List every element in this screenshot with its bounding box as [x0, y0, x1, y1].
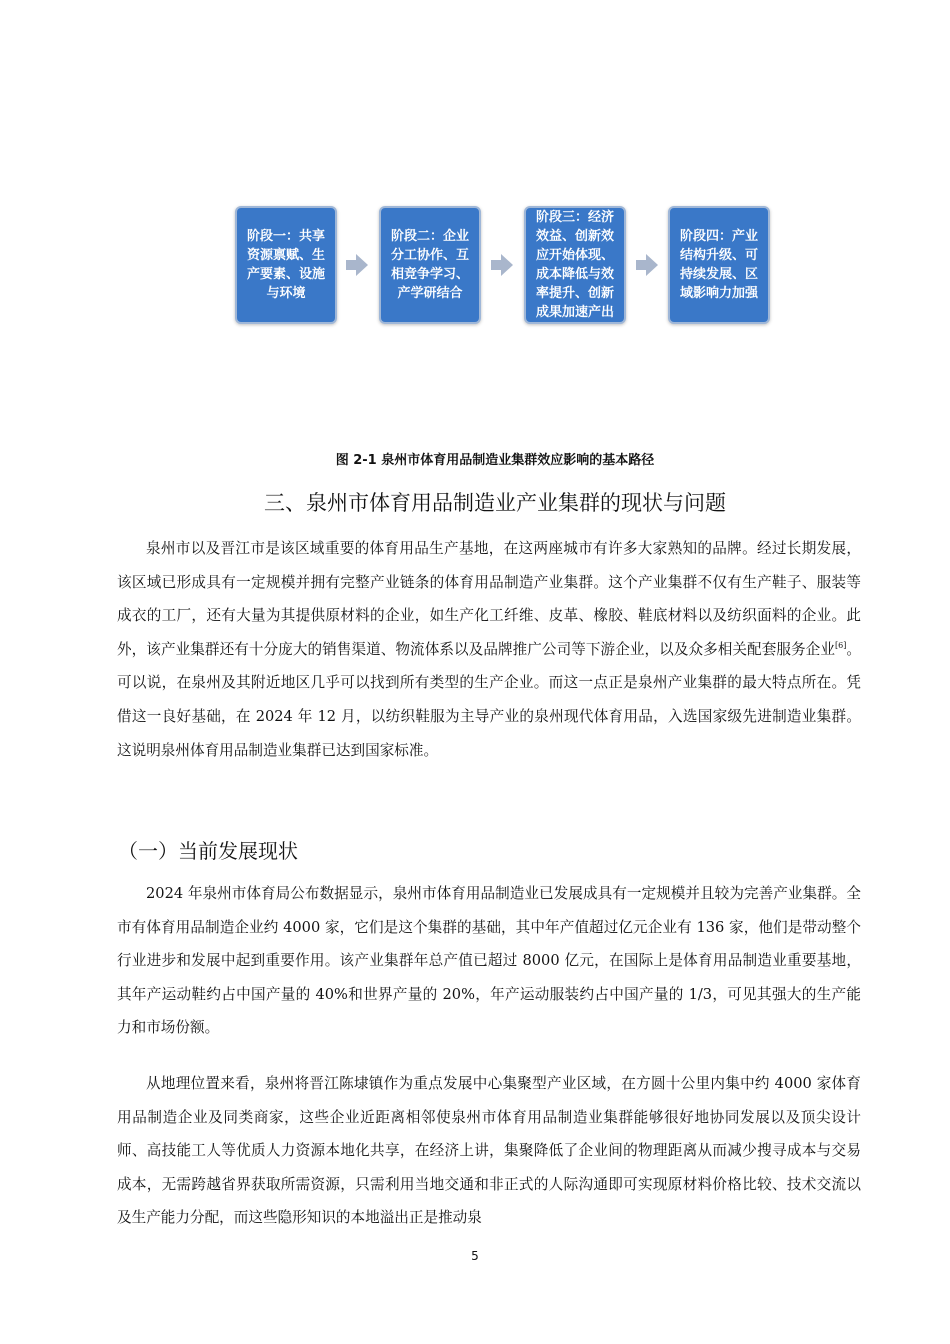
stage-1-box [235, 206, 337, 324]
paragraph-1-text-b: 。可以说，在泉州及其附近地区几乎可以找到所有类型的生产企业。而这一点正是泉州产业集群的最大特点所在。凭借这一良好基础，在 2024 年 12 月，以纺织鞋服为主导产业的泉州现代体育用品，入选国家级先进制造业集群。这说明泉州体育用品制造业集群已达到国家标准。 [117, 640, 861, 759]
section-title: 三、泉州市体育用品制造业产业集群的现状与问题 [264, 491, 726, 515]
page-number: 5 [471, 1249, 479, 1263]
stage-1-text: 阶段一：共享资源禀赋、生产要素、设施与环境 [246, 229, 325, 301]
figure-caption: 图 2-1 泉州市体育用品制造业集群效应影响的基本路径 [335, 453, 655, 468]
stage-3-box [524, 206, 626, 324]
flow-diagram [0, 0, 950, 340]
paragraph-1-text-a: 泉州市以及晋江市是该区域重要的体育用品生产基地，在这两座城市有许多大家熟知的品牌。经过长期发展，该区域已形成具有一定规模并拥有完整产业链条的体育用品制造产业集群。这个产业集群不仅有生产鞋子、服装等成衣的工厂，还有大量为其提供原材料的企业，如生产化工纤维、皮革、橡胶、鞋底材料以及纺织面料的企业。此外，该产业集群还有十分庞大的销售渠道、物流体系以及品牌推广公司等下游企业，以及众多相关配套服务企业 [117, 540, 861, 658]
subsection-title: （一）当前发展现状 [118, 839, 298, 863]
citation-6[interactable]: [6] [834, 640, 847, 650]
paragraph-2: 2024 年泉州市体育局公布数据显示，泉州市体育用品制造业已发展成具有一定规模并且较为完善产业集群。全市有体育用品制造企业约 4000 家，它们是这个集群的基础，其中年产值超过亿元企业有 136 家，他们是带动整个行业进步和发展中起到重要作用。该产业集群年总产值已超过 8000 亿元，在国际上是体育用品制造业重要基地，其年产运动鞋约占中国产量的 40%和世界产量的 20%，年产运动服装约占中国产量的 1/3，可见其强大的生产能力和市场份额。 [117, 885, 861, 1037]
stage-2-box [379, 206, 481, 324]
paragraph-3: 从地理位置来看，泉州将晋江陈埭镇作为重点发展中心集聚型产业区域，在方圆十公里内集中约 4000 家体育用品制造企业及同类商家，这些企业近距离相邻使泉州市体育用品制造业集群能够很好地协同发展以及顶尖设计师、高技能工人等优质人力资源本地化共享，在经济上讲，集聚降低了企业间的物理距离从而减少搜寻成本与交易成本，无需跨越省界获取所需资源，只需利用当地交通和非正式的人际沟通即可实现原材料价格比较、技术交流以及生产能力分配，而这些隐形知识的本地溢出正是推动泉 [117, 1075, 861, 1227]
paragraph-1 [117, 532, 861, 767]
stage-2-text: 阶段二：企业分工协作、互相竞争学习、产学研结合 [390, 229, 469, 301]
stage-3-text: 阶段三：经济效益、创新效应开始体现、成本降低与效率提升、创新成果加速产出 [535, 210, 614, 320]
stage-4-text: 阶段四：产业结构升级、可持续发展、区域影响力加强 [679, 229, 758, 301]
stage-4-box [668, 206, 770, 324]
